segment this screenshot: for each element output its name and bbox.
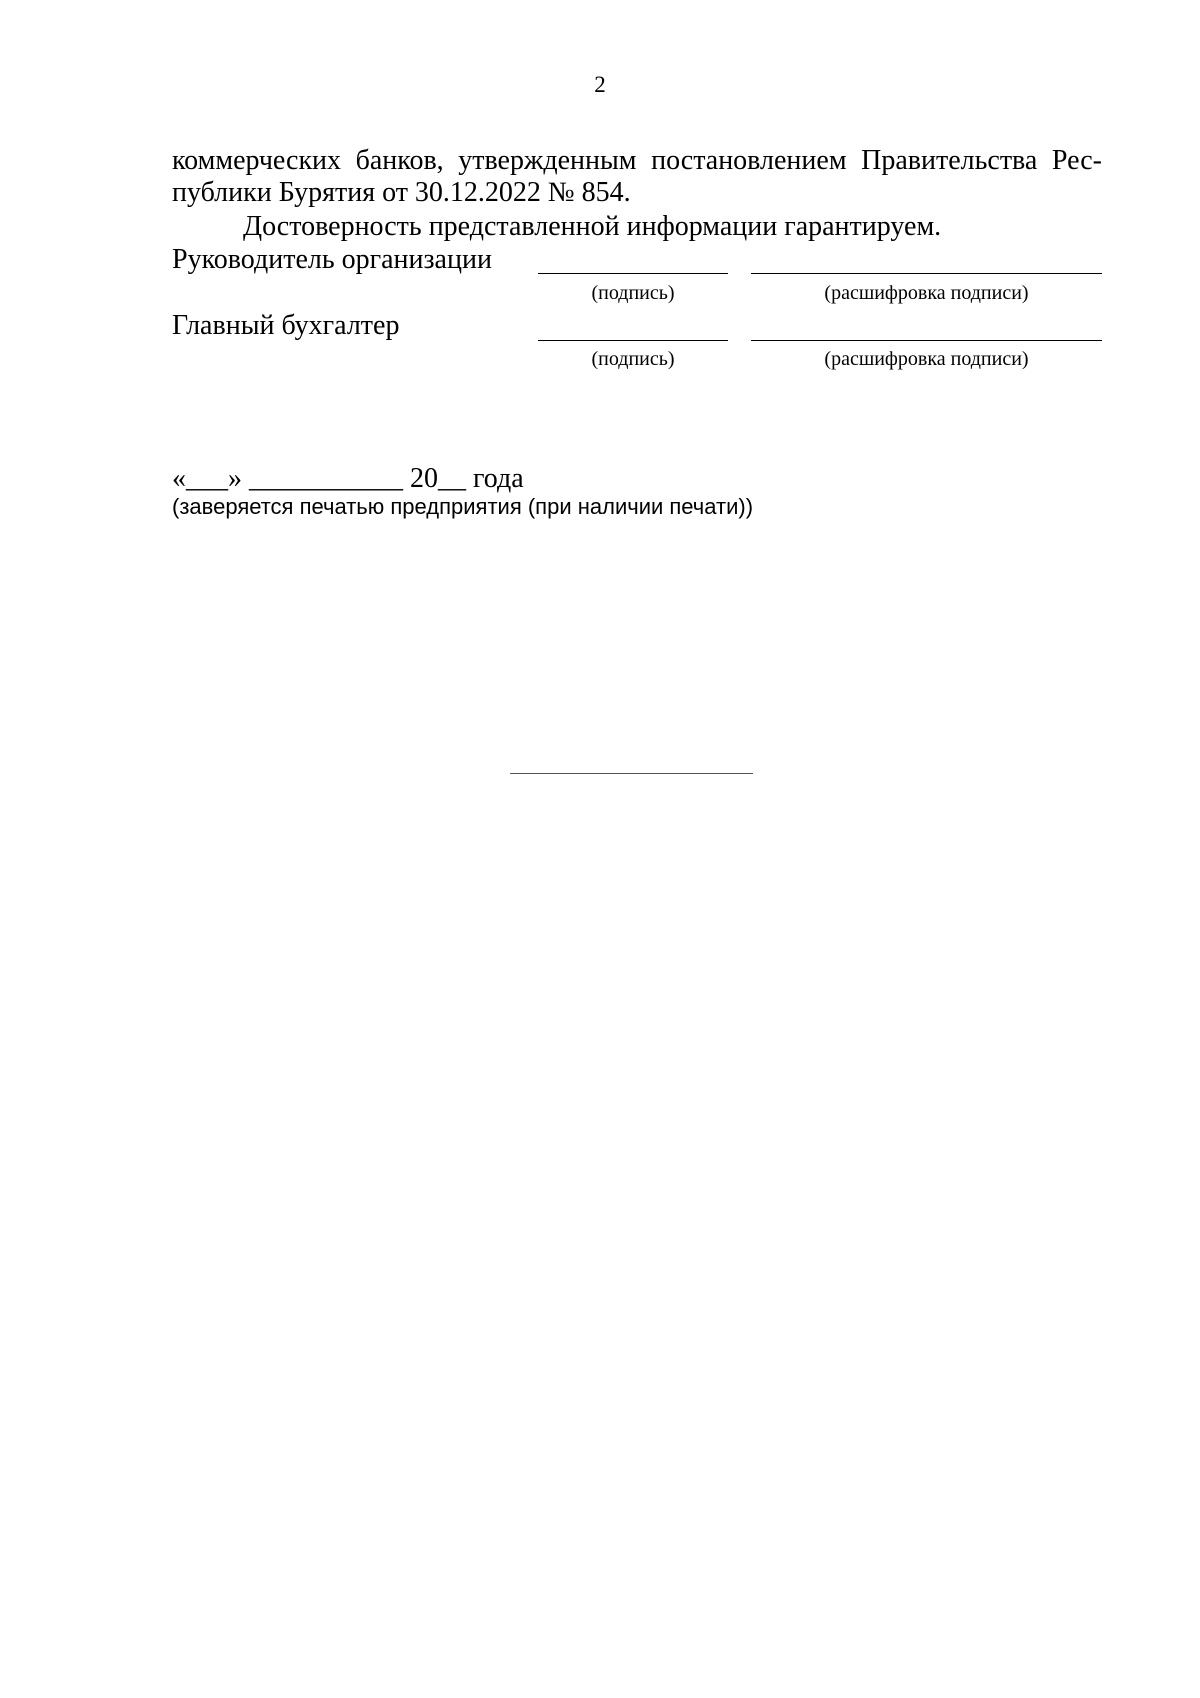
guarantee-statement: Достоверность представленной информации гарантируем.: [243, 211, 942, 242]
chief-accountant-label: Главный бухгалтер: [172, 310, 400, 341]
page-number: 2: [594, 72, 606, 97]
seal-note: (заверяется печатью предприятия (при наличии печати)): [172, 494, 754, 519]
accountant-decryption-line[interactable]: [751, 340, 1102, 341]
date-field[interactable]: «___» ___________ 20__ года: [172, 463, 524, 494]
accountant-decryption-caption: (расшифровка подписи): [824, 348, 1029, 370]
paragraph-text: коммерческих банков, утвержденным постановлением Правительства Рес-: [172, 145, 1102, 176]
accountant-signature-caption: (подпись): [591, 348, 675, 370]
paragraph-text-continued: публики Бурятия от 30.12.2022 № 854.: [172, 177, 631, 208]
accountant-signature-line[interactable]: [538, 340, 728, 341]
head-signature-line[interactable]: [538, 273, 728, 274]
end-of-document-rule: [510, 773, 753, 774]
head-signature-caption: (подпись): [591, 282, 675, 304]
head-decryption-caption: (расшифровка подписи): [824, 282, 1029, 304]
head-decryption-line[interactable]: [751, 273, 1102, 274]
head-of-organization-label: Руководитель организации: [172, 244, 492, 275]
